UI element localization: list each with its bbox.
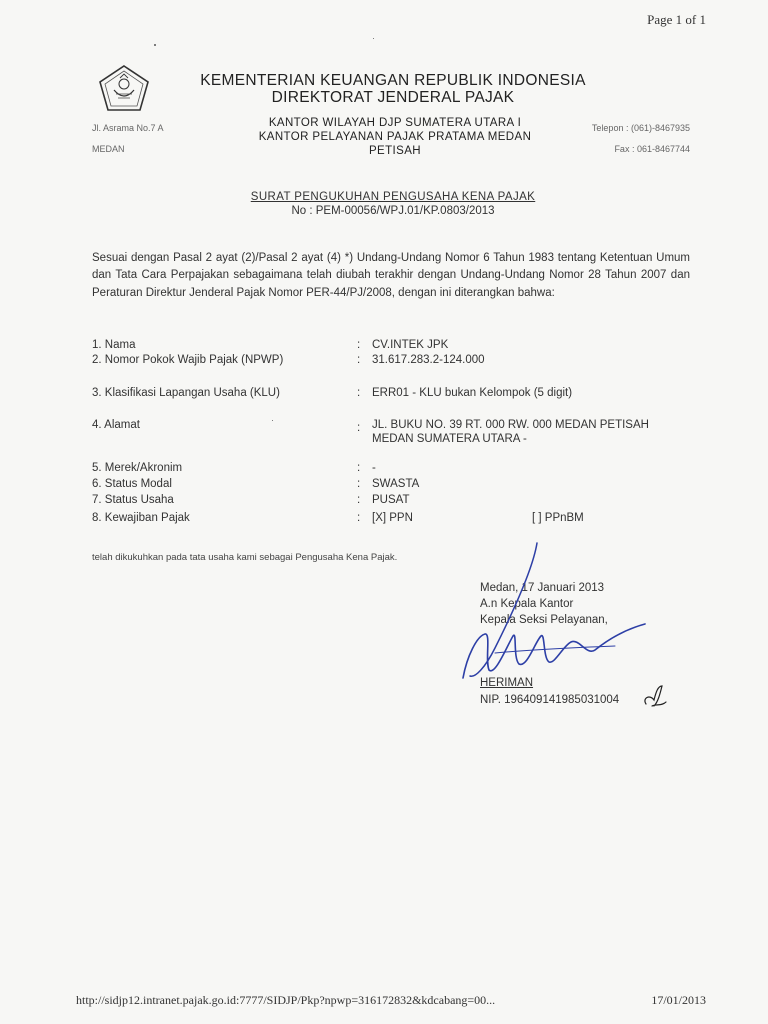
field-label: 7. Status Usaha [92,494,174,506]
office-address [92,118,164,160]
handwritten-signature [455,538,655,688]
directorate-name: DIREKTORAT JENDERAL PAJAK [271,89,515,106]
field-value: JL. BUKU NO. 39 RT. 000 RW. 000 MEDAN PETISAH [372,419,649,431]
letterhead-title [200,72,586,106]
field-value: SWASTA [372,478,420,490]
ppnbm-checkbox: [ ] PPnBM [532,512,584,524]
field-label: 2. Nomor Pokok Wajib Pajak (NPWP) [92,354,284,366]
signer-nip: NIP. 196409141985031004 [480,694,620,706]
scan-speck [373,38,374,39]
field-label: 3. Klasifikasi Lapangan Usaha (KLU) [92,387,280,399]
regional-office: KANTOR WILAYAH DJP SUMATERA UTARA I [268,117,522,129]
field-label: 5. Merek/Akronim [92,462,183,474]
confirmation-statement: telah dikukuhkan pada tata usaha kami sebagai Pengusaha Kena Pajak. [92,552,398,563]
footer-url: http://sidjp12.intranet.pajak.go.id:7777/SIDJP/Pkp?npwp=316172832&kdcabang=00... [76,993,496,1007]
field-value: 31.617.283.2-124.000 [372,354,485,366]
ppn-checkbox: [X] PPN [372,512,413,524]
letter-title: SURAT PENGUKUHAN PENGUSAHA KENA PAJAK [250,191,536,203]
footer-date: 17/01/2013 [651,993,706,1007]
fax: Fax : 061-8467744 [614,144,690,154]
intro-paragraph: Sesuai dengan Pasal 2 ayat (2)/Pasal 2 ayat (4) *) Undang-Undang Nomor 6 Tahun 1983 tentang Ketentuan Umum dan Tata Cara Perpajakan sebagaimana telah diubah terakhir dengan Undang-Undang Nomor 28 Tahun 2007 dan Peraturan Direktur Jenderal Pajak Nomor PER-44/PJ/2008, dengan ini diterangkan bahwa: [92,252,690,299]
field-label: 8. Kewajiban Pajak [92,512,190,524]
letter-number: No : PEM-00056/WPJ.01/KP.0803/2013 [291,205,495,217]
telephone: Telepon : (061)-8467935 [591,123,690,133]
signer-name: HERIMAN [480,677,534,689]
ministry-emblem-icon [96,64,152,114]
field-value: PUSAT [372,494,410,506]
field-label: 4. Alamat [92,419,140,431]
on-behalf: A.n Kepala Kantor [480,598,574,610]
tax-office-line1: KANTOR PELAYANAN PAJAK PRATAMA MEDAN [258,131,532,143]
field-value: CV.INTEK JPK [372,339,449,351]
scan-speck [154,44,156,46]
place-date: Medan, 17 Januari 2013 [480,582,605,594]
field-label: 1. Nama [92,339,136,351]
page-number: Page 1 of 1 [647,12,706,27]
office-name [230,116,560,158]
letter-heading [200,190,586,218]
tax-office-line2: PETISAH [368,145,421,157]
signer-position: Kepala Seksi Pelayanan, [480,614,608,626]
address-city: MEDAN [92,144,125,154]
field-value: ERR01 - KLU bukan Kelompok (5 digit) [372,387,573,399]
field-label: 6. Status Modal [92,478,172,490]
initial-mark [640,684,668,710]
office-contact [592,118,690,160]
ministry-name: KEMENTERIAN KEUANGAN REPUBLIK INDONESIA [200,72,586,89]
scan-speck [272,420,273,421]
address-street: Jl. Asrama No.7 A [92,123,164,133]
field-value: - [372,462,376,474]
field-value: MEDAN SUMATERA UTARA - [372,433,527,445]
